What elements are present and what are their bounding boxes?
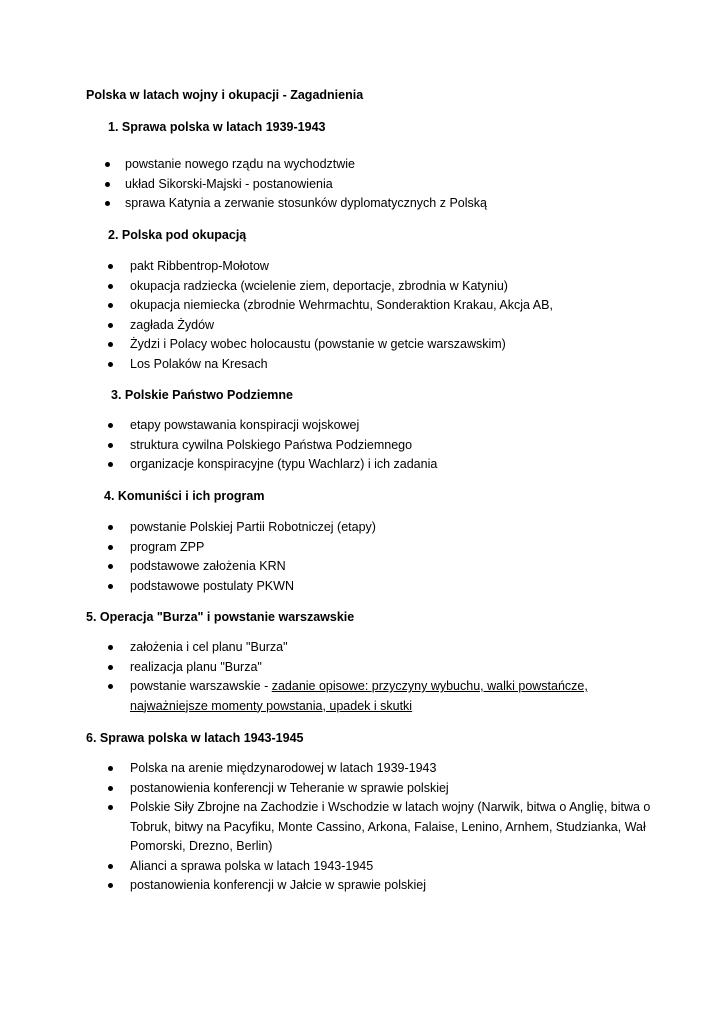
bullet-icon bbox=[108, 684, 113, 689]
list-item: powstanie Polskiej Partii Robotniczej (etapy) bbox=[108, 518, 668, 538]
section-5-list bbox=[108, 638, 688, 716]
bullet-icon bbox=[108, 564, 113, 569]
list-item: Polska na arenie międzynarodowej w latach 1939-1943 bbox=[108, 759, 698, 779]
bullet-icon bbox=[108, 786, 113, 791]
list-item: układ Sikorski-Majski - postanowienia bbox=[105, 175, 665, 195]
bullet-icon bbox=[108, 645, 113, 650]
bullet-icon bbox=[108, 362, 113, 367]
bullet-icon bbox=[108, 805, 113, 810]
bullet-icon bbox=[108, 443, 113, 448]
bullet-icon bbox=[108, 303, 113, 308]
bullet-icon bbox=[108, 883, 113, 888]
bullet-icon bbox=[108, 766, 113, 771]
section-heading-3: 3. Polskie Państwo Podziemne bbox=[111, 388, 294, 402]
bullet-icon bbox=[108, 284, 113, 289]
list-item: organizacje konspiracyjne (typu Wachlarz) i ich zadania bbox=[108, 455, 668, 475]
section-heading-5: 5. Operacja "Burza" i powstanie warszawskie bbox=[86, 610, 355, 624]
section-heading-1: 1. Sprawa polska w latach 1939-1943 bbox=[108, 120, 326, 134]
list-item: realizacja planu "Burza" bbox=[108, 658, 688, 678]
section-heading-6: 6. Sprawa polska w latach 1943-1945 bbox=[86, 731, 304, 745]
list-item: podstawowe założenia KRN bbox=[108, 557, 668, 577]
list-item: Polskie Siły Zbrojne na Zachodzie i Wschodzie w latach wojny (Narwik, bitwa o Anglię, bitwa o Tobruk, bitwy na Pacyfiku, Monte Cassino, Arkona, Falaise, Lenino, Arnhem, Studzianka, Wał Pomorski, Drezno, Berlin) bbox=[108, 798, 698, 857]
document-title: Polska w latach wojny i okupacji - Zagadnienia bbox=[86, 88, 364, 102]
bullet-icon bbox=[108, 864, 113, 869]
bullet-icon bbox=[105, 162, 110, 167]
section-heading-2: 2. Polska pod okupacją bbox=[108, 228, 247, 242]
bullet-icon bbox=[108, 323, 113, 328]
list-item: postanowienia konferencji w Jałcie w sprawie polskiej bbox=[108, 876, 698, 896]
bullet-icon bbox=[108, 423, 113, 428]
list-item: postanowienia konferencji w Teheranie w sprawie polskiej bbox=[108, 779, 698, 799]
list-item: założenia i cel planu "Burza" bbox=[108, 638, 688, 658]
bullet-icon bbox=[108, 665, 113, 670]
section-6-list bbox=[108, 759, 698, 896]
underlined-text: najważniejsze momenty powstania, upadek i skutki bbox=[130, 698, 413, 713]
list-item: Alianci a sprawa polska w latach 1943-1945 bbox=[108, 857, 698, 877]
list-item: struktura cywilna Polskiego Państwa Podziemnego bbox=[108, 436, 668, 456]
list-item: okupacja niemiecka (zbrodnie Wehrmachtu, Sonderaktion Krakau, Akcja AB, bbox=[108, 296, 668, 316]
section-3-list bbox=[108, 416, 668, 475]
section-2-list bbox=[108, 257, 668, 374]
list-item: podstawowe postulaty PKWN bbox=[108, 577, 668, 597]
item-prefix: powstanie warszawskie - bbox=[130, 679, 272, 693]
list-item: zagłada Żydów bbox=[108, 316, 668, 336]
section-4-list bbox=[108, 518, 668, 596]
list-item: powstanie nowego rządu na wychodztwie bbox=[105, 155, 665, 175]
section-1-list bbox=[105, 155, 665, 214]
bullet-icon bbox=[108, 342, 113, 347]
bullet-icon bbox=[108, 545, 113, 550]
list-item: okupacja radziecka (wcielenie ziem, deportacje, zbrodnia w Katyniu) bbox=[108, 277, 668, 297]
list-item bbox=[108, 677, 688, 716]
bullet-icon bbox=[108, 525, 113, 530]
bullet-icon bbox=[108, 264, 113, 269]
section-heading-4: 4. Komuniści i ich program bbox=[104, 489, 265, 503]
list-item: Los Polaków na Kresach bbox=[108, 355, 668, 375]
list-item: program ZPP bbox=[108, 538, 668, 558]
list-item: etapy powstawania konspiracji wojskowej bbox=[108, 416, 668, 436]
bullet-icon bbox=[105, 201, 110, 206]
bullet-icon bbox=[108, 462, 113, 467]
underlined-text: zadanie opisowe: przyczyny wybuchu, walki powstańcze, bbox=[271, 679, 588, 693]
list-item: pakt Ribbentrop-Mołotow bbox=[108, 257, 668, 277]
bullet-icon bbox=[108, 584, 113, 589]
bullet-icon bbox=[105, 182, 110, 187]
list-item: Żydzi i Polacy wobec holocaustu (powstanie w getcie warszawskim) bbox=[108, 335, 668, 355]
list-item: sprawa Katynia a zerwanie stosunków dyplomatycznych z Polską bbox=[105, 194, 665, 214]
